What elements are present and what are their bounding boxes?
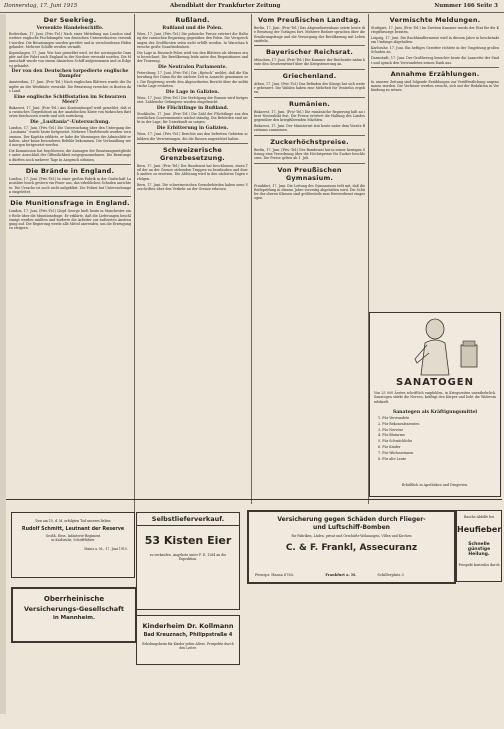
article-heading: Schweizerische Grenzbesetzung. [160,145,225,162]
left-margin-strip [0,14,6,714]
notice-line1: Den am 15. d. M. erfolgten Tod unseres lieben [35,519,111,523]
article-paragraph: Darmstadt, 17. Juni. Der Großherzog besuchte heute die Lazarette der Stadt und sprach den Verwundeten seinen Dank aus. [371,56,499,65]
frankl-insurance-ad [247,510,456,584]
article-paragraph: Die Lage in Russisch-Polen wird von den Blättern als überaus ernst bezeichnet. Die Bevölkerung leide unter den Requisitionen und der Teuerung. [137,50,248,64]
sanatogen-illustration [371,315,499,377]
article-paragraph: Frankfurt, 17. Juni. Die Leitung des Gymnasiums teilt mit, daß die Reifeprüfung in diesem Jahre vorzeitig abgehalten wird. Die Schüler der oberen Klassen sind größtenteils zum Heeresdienst eingezogen. [254,183,365,201]
notice-date: Mainz a. M., 17. Juni 1915. [84,546,128,551]
frankl-phone: Fernspr. Hansa 6763. [255,573,295,577]
article-paragraph: Stuttgart, 17. Juni. (Priv.-Tel.) Im Zweiten Kammer wurde der Etat für die Kriegsfürsorge beraten. [371,26,499,35]
eggs-header: Selbstlieferverkauf. [137,515,239,526]
article-heading: Zuckerhöchstpreise. [270,137,349,146]
kinderheim-line1: Kinderheim Dr. Kollmann [142,622,234,630]
article-paragraph: Stockholm, 17. Juni. (Priv.-Tel.) Die Zahl der Flüchtlinge aus den westlichen Gouvernements wächst ständig. Die Behörden sind nicht in der Lage, für Unterkunft zu sorgen. [137,111,248,125]
article-paragraph: London, 17. Juni. (Priv.-Tel.) In einer großen Fabrik in der Grafschaft Lancashire brach gestern ein Feuer aus, das erheblichen Schaden anrichtete. Die Ursache ist noch nicht aufgeklärt. Die Polizei hat Untersuchungen eingeleitet. [9,177,131,194]
article-heading: Die Munitionsfrage in England. [10,199,130,208]
header-page-number: Nummer 166 Seite 3 [434,3,498,9]
article-paragraph: Athen, 17. Juni. (Priv.-Tel.) Das Befinden des Königs hat sich weiter gebessert. Die Wahlen haben eine Mehrheit für Venizelos ergeben. [254,81,365,95]
column-1 [9,14,131,524]
ober-line1: Oberrheinische [43,595,105,603]
sanatogen-text: Von 25 000 Ärzten schriftlich empfohlen, in Kriegszeiten unentbehrlich. Sanatogen stärkt die Nerven, kräftigt den Körper und hebt die Widerstandskraft. [374,391,496,404]
article-separator [371,67,499,68]
article-heading: Von Preußischen Gymnasium. [277,165,342,182]
frankl-line2: und Luftschiff-Bomben [313,524,390,531]
column-3 [254,14,365,506]
heufieber-sub: Schnelle günstige Heilung. [467,542,491,558]
sanatogen-list-item: 2. Für Rekonvaleszenten [378,421,420,426]
article-paragraph: Kopenhagen, 17. Juni. Wie hier gemeldet wird, ist der norwegische Dampfer auf der Fahrt nach England in der Nordsee versenkt worden. Die Mannschaft wurde von einem dänischen Schiff aufgenommen und in Esbjerg gelandet. [9,50,131,68]
article-paragraph: Rotterdam, 17. Juni. (Priv.-Tel.) Nach einer Mitteilung aus London sind weitere englische Fischdampfer von deutschen Unterseebooten versenkt worden. Die Besatzungen wurden gerettet und in verschiedenen Häfen gelandet. Mehrere Schiffe werden vermißt. [9,32,131,49]
article-paragraph: In unserer Zeitung sind folgende Erzählungen zur Veröffentlichung angenommen worden. Die Verfasser werden ersucht, sich mit der Redaktion in Verbindung zu setzen. [371,79,499,93]
heufieber-pre: Rasche Abhilfe bei [463,515,495,519]
eggs-big: 53 Kisten Eier [144,534,232,547]
sanatogen-footer: Erhältlich in Apotheken und Drogerien. [401,483,469,487]
frankl-line3: für Fabriken, Läden, privat und Geschäfts-Wohnungen, Villen und Kirchen [291,534,412,538]
article-paragraph: Wien, 17. Juni. (Priv.-Tel.) Die polnische Presse erörtert die Haltung der russischen Regierung gegenüber den Polen. Die Versprechungen des Großfürsten seien nicht erfüllt worden. In Warschau herrsche große Unzufriedenheit. [137,32,248,49]
kinderheim-ad [136,615,240,665]
article-heading: Vom Preußischen Landtag. [258,16,361,24]
column-2 [137,14,248,506]
article-paragraph: Bukarest, 17. Juni. (Priv.-Tel.) Die rumänische Regierung hält an ihrer Neutralität fest. Die Presse erörtert die Haltung des Landes gegenüber den kriegführenden Mächten. [254,109,365,123]
article-subheading: Die Neutralen Parlamente. [157,65,228,71]
frankl-line1: Versicherung gegen Schäden durch Flieger- [277,516,426,523]
article-separator [254,97,365,98]
column-rule [251,14,252,504]
ads-separator [6,499,502,500]
sanatogen-subhead: Sanatogen als Kräftigungsmittel [392,410,478,415]
header-date: Donnerstag, 17. Juni 1915 [4,3,78,9]
article-heading: Rumänien. [289,99,330,108]
article-subheading: Versenkte Handelsschiffe. [36,26,104,31]
sanatogen-list-item: 3. Für Nervöse [378,427,404,432]
sanatogen-list-item: 7. Für Wöchnerinnen [378,450,414,455]
article-heading: Annahme Erzählungen. [390,69,480,78]
article-paragraph: Leipzig, 17. Juni. Die Buchhändlermesse wird in diesem Jahre in beschränktem Umfange abgehalten. [371,36,499,45]
article-subheading: Die Lage in Galizien. [165,89,220,95]
sanatogen-list-item: 1. Für Verwundete [378,416,410,420]
notice-line2: Großh. Hess. Infanterie-Regiment [45,534,101,539]
article-paragraph: München, 17. Juni. (Priv.-Tel.) Die Kammer der Reichsräte nahm heute den Gesetzentwurf über die Kriegsteuerung an. [254,58,365,67]
sanatogen-list-item: 5. Für Schwächliche [378,439,413,444]
notice-line3: in Karlsruhe, Schriftführer [51,538,95,543]
article-separator [254,163,365,164]
article-separator [9,196,131,197]
sanatogen-list-item: 6. Für Kinder [378,444,401,449]
article-paragraph: Bern, 17. Juni. Die schweizerischen Grenzbehörden haben neue Vorschriften über den Verkehr an der Grenze erlassen. [137,182,248,191]
article-subheading: Eine englische Schiffsstation im Schwarzen Meer? [13,94,127,105]
article-separator [254,69,365,70]
heufieber-tiny: Prospekt kostenlos durch [458,563,500,568]
frankl-city: Frankfurt a. M. [325,573,357,577]
article-paragraph: Die Kommission hat beschlossen, die Aussagen der Besatzungsmitglieder unter Ausschluß der Öffentlichkeit entgegenzunehmen. Die Beratungen dürften noch mehrere Tage in Anspruch nehmen. [9,149,131,162]
page-header [0,0,504,13]
frankl-name: C. & F. Frankl, Assecuranz [285,543,418,554]
ober-line2: Versicherungs-Gesellschaft [23,605,125,613]
article-paragraph: Wien, 17. Juni. (Priv.-Tel.) Die Verfolgung der Russen wird fortgesetzt. Zahlreiche Gefangene wurden eingebracht. [137,95,248,105]
article-separator [9,164,131,165]
sanatogen-title: SANATOGEN [395,377,474,388]
sanatogen-list-item: 8. Für alte Leute [378,456,407,461]
kinderheim-small: Erholungsheim für Kinder jeden Alters. Prospekte durch den Leiter. [142,642,234,651]
heufieber-ad [456,510,502,582]
article-paragraph: Bukarest, 17. Juni. (Priv.-Tel.) Aus Konstantinopel wird gemeldet, daß ein russisches Torpedoboot an der anatolischen Küste von türkischen Batterien beschossen wurde und sich zurückzog. [9,105,131,119]
article-separator [254,45,365,46]
column-4 [371,14,499,310]
sanatogen-ad [369,312,501,497]
eggs-small: zu verkaufen. Angebote unter F. D. 1284 an die Expedition. [149,553,227,562]
article-heading: Rußland. [175,16,210,24]
frankl-footer [255,573,445,578]
article-heading: Bayerischer Reichsrat. [265,48,353,57]
article-heading: Vermischte Meldungen. [389,16,481,24]
article-subheading: Die Erbitterung in Galizien. [156,126,229,132]
oberrheinische-ad [11,587,137,643]
ober-line3: in Mannheim. [52,615,96,621]
article-paragraph: Petersburg, 17. Juni. (Priv.-Tel.) Die „Rjetsch“ meldet, daß die Einberufung der Duma für die nächste Zeit in Aussicht genommen sei. Die Regierung werde den Abgeordneten Bericht über die militärische Lage erstatten. [137,71,248,88]
article-paragraph: Amsterdam, 17. Juni. (Priv.-Tel.) Nach englischen Blättern wurde der Dampfer an der Westküste versenkt. Die Besatzung erreichte in Booten das Land. [9,80,131,93]
article-separator [254,135,365,136]
article-subheading: Rußland und die Polen. [162,26,223,31]
article-heading: Die Brände in England. [25,167,115,176]
notice-name: Rudolf Schmitt, Leutnant der Reserve [21,527,125,533]
article-paragraph: London, 17. Juni. (Priv.-Tel.) Die Untersuchung über den Untergang der „Lusitania“ wurde heute fortgesetzt. Mehrere Überlebende wurden vernommen. Der Kapitän erklärte, er habe die Warnungen der Admiralität erhalten, aber keine besonderen Befehle bekommen. Die Verhandlung wird morgen fortgesetzt werden. [9,126,131,148]
article-paragraph: Karlsruhe, 17. Juni. Ein heftiges Gewitter richtete in der Umgebung großen Schaden an. [371,46,499,55]
kinderheim-line2: Bad Kreuznach, Philippstraße 4 [143,632,233,638]
header-title: Abendblatt der Frankfurter Zeitung [170,3,281,9]
article-subheading: Der von den Deutschen torpedierte englische Dampfer [11,69,129,80]
article-paragraph: Bern, 17. Juni. (Priv.-Tel.) Der Bundesrat hat beschlossen, einen Teil der an der Grenze stehenden Truppen zu beurlauben und durch andere zu ersetzen. Die Ablösung wird in den nächsten Tagen erfolgen. [137,163,248,181]
mourning-notice [11,512,135,578]
column-rule [134,14,135,518]
article-paragraph: Wien, 17. Juni. (Priv.-Tel.) Berichte aus den befreiten Gebieten schildern die Verwüstungen, die die Russen angerichtet haben. [137,132,248,141]
eggs-sale-ad [136,512,240,610]
article-subheading: Die Flüchtlinge in Rußland. [156,105,229,111]
sanatogen-list [378,416,496,462]
article-paragraph: London, 17. Juni. (Priv.-Tel.) Lloyd George hielt heute in Manchester eine Rede über die Munitionsfrage. Er erklärte, daß die Lieferungen beschleunigt werden müßten und forderte die Arbeiter zur äußersten Anstrengung auf. Die Regierung werde alle Mittel anwenden, um die Erzeugung zu steigern. [9,209,131,231]
heufieber-title: Heufieber [457,525,502,535]
article-paragraph: Bukarest, 17. Juni. Der Ministerrat trat heute unter dem Vorsitz Bratianus zusammen. [254,124,365,133]
article-paragraph: Berlin, 17. Juni. (Priv.-Tel.) Der Bundesrat hat in seiner heutigen Sitzung eine Verordnung über die Höchstpreise für Zucker beschlossen. Die Preise gelten ab 1. Juli. [254,147,365,161]
sanatogen-list-item: 4. Für Blutarme [378,433,405,438]
article-heading: Der Seekrieg. [43,16,97,24]
article-separator [137,143,248,144]
article-subheading: Die „Lusitania“-Untersuchung. [30,120,110,126]
article-paragraph: Berlin, 17. Juni. (Priv.-Tel.) Das Abgeordnetenhaus setzte heute die Beratung der Vorlagen fort. Mehrere Redner sprachen über die Ernährungsfrage und die Versorgung der Bevölkerung mit Lebensmitteln. [254,26,365,43]
article-heading: Griechenland. [282,71,337,80]
frankl-street: Schillerplatz 3 [377,573,404,577]
